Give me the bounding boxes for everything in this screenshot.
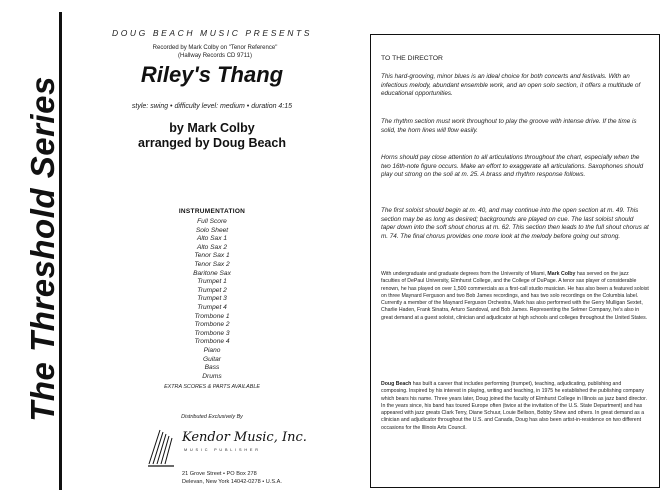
series-title: The Threshold Series bbox=[24, 76, 61, 422]
arranger-line: arranged by Doug Beach bbox=[138, 136, 286, 150]
kendor-logo-icon bbox=[146, 424, 176, 474]
director-heading: TO THE DIRECTOR bbox=[381, 55, 443, 62]
distributed-by: Distributed Exclusively By bbox=[181, 414, 243, 420]
director-paragraph: Horns should pay close attention to all articulations throughout the chart, especially when the two 16th-note figure occurs. Make an effort to exaggerate all articulations. Saxophones should play out strong on the soli at m. 25. A brass and rhythm response follows. bbox=[381, 154, 644, 179]
bio-name: Mark Colby bbox=[547, 271, 576, 277]
publisher-header: DOUG BEACH MUSIC PRESENTS bbox=[111, 28, 313, 38]
instrument-item: Baritone Sax bbox=[193, 269, 231, 277]
composer-line: by Mark Colby bbox=[169, 121, 255, 135]
instrument-item: Piano bbox=[203, 346, 221, 354]
bio-doug-beach bbox=[381, 381, 649, 432]
address-line: 21 Grove Street • PO Box 278 bbox=[182, 471, 257, 477]
instrument-item: Bass bbox=[204, 364, 220, 372]
piece-title: Riley's Thang bbox=[140, 62, 284, 87]
notes-frame bbox=[370, 34, 660, 488]
instrument-item: Trumpet 2 bbox=[197, 286, 227, 294]
instrument-item: Alto Sax 1 bbox=[196, 235, 228, 243]
cover-page bbox=[0, 0, 333, 500]
bio-intro: With undergraduate and graduate degrees from the University of Miami, bbox=[381, 271, 546, 277]
instrument-item: Trumpet 3 bbox=[197, 295, 227, 303]
recording-note-line: Recorded by Mark Colby on "Tenor Reference" bbox=[152, 45, 278, 51]
composer-block bbox=[92, 121, 332, 151]
notes-page bbox=[333, 0, 667, 500]
instrument-item: Full Score bbox=[197, 218, 227, 225]
instrument-list bbox=[92, 218, 332, 381]
distributor-block bbox=[136, 424, 326, 494]
distributor-subtitle: MUSIC PUBLISHER bbox=[184, 448, 261, 452]
recording-note-line: (Hallway Records CD 9711) bbox=[178, 53, 252, 59]
instrument-item: Tenor Sax 2 bbox=[194, 260, 230, 268]
instrument-item: Trumpet 1 bbox=[197, 278, 227, 286]
instrument-item: Drums bbox=[202, 372, 222, 380]
instrument-item: Trumpet 4 bbox=[197, 303, 227, 311]
director-paragraph: The first soloist should begin at m. 40, and may continue into the open section at m. 49. This section may be as long as desired; backgrounds are played on cue. The last soloist should taper down into the soft shout chorus at m. 62. This section then leads to the full shout chorus at m. 74. The final chorus provides one more look at the melody before going out strong. bbox=[381, 207, 649, 240]
bio-mark-colby bbox=[381, 271, 649, 322]
instrument-item: Guitar bbox=[203, 355, 221, 363]
instrument-item: Tenor Sax 1 bbox=[194, 252, 230, 260]
director-paragraph: This hard-grooving, minor blues is an ideal choice for both concerts and festivals. With an infectious melody, abundant ensemble work, and an open solo section, it offers a multitude of educational opportunities. bbox=[381, 73, 641, 98]
instrument-item: Solo Sheet bbox=[195, 226, 229, 234]
bio-text: has served on the jazz faculties of DePaul University, Elmhurst College, and the College of DuPage. A tenor sax player of considerable renown, he has played on over 1,500 commercials as a first-call studio musician. He has also been a featured soloist on three Maynard Ferguson and two Bob James recordings, and has two solo recordings on the Columbia label. Currently a member of the Maynard Ferguson Orchestra, Mark has also performed with the Gerry Mulligan Sextet, Charlie Haden, Frank Sinatra, Arturo Sandoval, and Bob James. Representing the Selmer Company, he's also in great demand at a guest soloist, clinician and adjudicator at high schools and colleges throughout the United States. bbox=[381, 271, 649, 321]
bio-text: has built a career that includes performing (trumpet), teaching, adjudicating, publishing and composing. Inspired by his interest in playing, writing and teaching, in 1975 he established the publishing company which bears his name. Three years later, Doug joined the faculty of Elmhurst College in Illinois as jazz band director. In the years since, his band has toured Europe often (twice at the invitation of the U.S. State Department) and has appeared with jazz greats Clark Terry, Diane Schuur, Louie Bellson, Bobby Shew and others. In great demand as a clinician and adjudicator throughout the U.S. and Canada, Doug has also been artist-in-residence on two different occasions for the Illinois Arts Council. bbox=[381, 381, 648, 431]
bio-name: Doug Beach bbox=[381, 381, 412, 387]
instrumentation-heading: INSTRUMENTATION bbox=[178, 208, 246, 215]
instrument-item: Trombone 3 bbox=[194, 329, 230, 337]
distributor-name: Kendor Music, Inc. bbox=[182, 430, 307, 445]
instrument-item: Trombone 4 bbox=[194, 338, 230, 346]
recording-note bbox=[100, 44, 330, 60]
extra-parts-note: EXTRA SCORES & PARTS AVAILABLE bbox=[164, 384, 260, 390]
instrument-item: Alto Sax 2 bbox=[196, 243, 228, 251]
director-paragraph: The rhythm section must work throughout to play the groove with intense drive. If the time is solid, the horn lines will flow easily. bbox=[381, 118, 637, 134]
address-line: Delevan, New York 14042-0278 • U.S.A. bbox=[182, 479, 282, 485]
distributor-address bbox=[182, 470, 282, 486]
instrument-item: Trombone 2 bbox=[194, 321, 230, 329]
series-band bbox=[18, 12, 62, 490]
instrument-item: Trombone 1 bbox=[194, 312, 230, 320]
piece-info: style: swing • difficulty level: medium • duration 4:15 bbox=[131, 103, 293, 110]
